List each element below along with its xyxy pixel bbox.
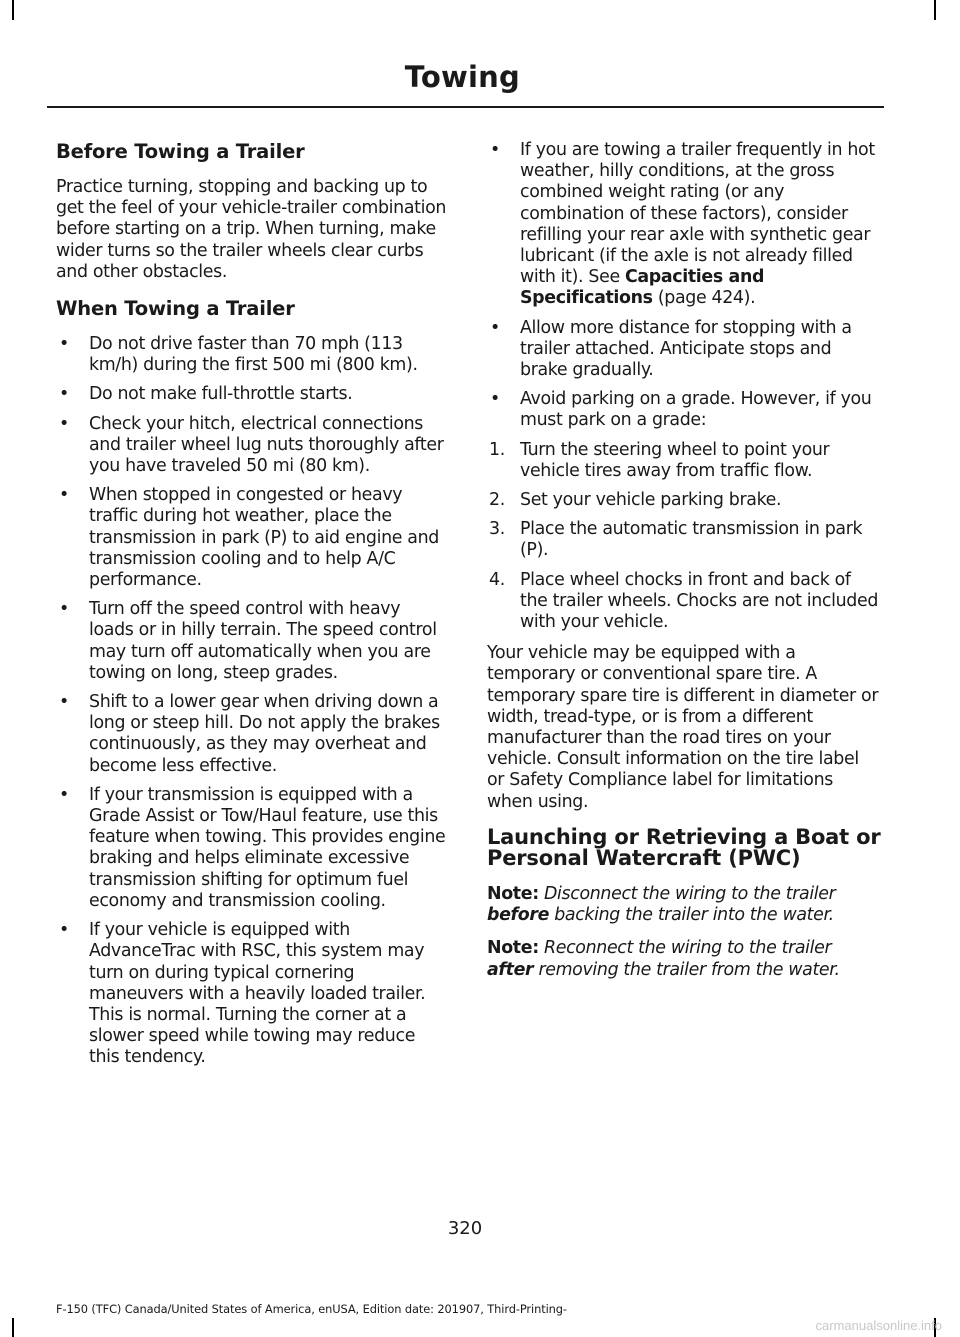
step-number: 3. <box>489 519 505 540</box>
step-number: 4. <box>489 569 505 590</box>
before-towing-text: Practice turning, stopping and backing up to get the feel of your vehicle-trailer combination before starting on a trip. When turning, make wider turns so the trailer wheels clear curbs and other obstacles. <box>56 177 447 282</box>
left-column <box>56 140 448 1077</box>
when-towing-heading: When Towing a Trailer <box>56 297 295 321</box>
right-bullet-list <box>487 140 881 432</box>
list-item: 4. Place wheel chocks in front and back of the trailer wheels. Chocks are not included with your vehicle. <box>489 569 879 633</box>
list-item: • Allow more distance for stopping with a trailer attached. Anticipate stops and brake gradually. <box>490 317 852 381</box>
list-item: • Avoid parking on a grade. However, if you must park on a grade: <box>490 389 872 431</box>
before-towing-heading: Before Towing a Trailer <box>56 140 305 163</box>
list-item: • Check your hitch, electrical connections and trailer wheel lug nuts thoroughly after you have traveled 50 mi (80 km). <box>59 413 444 477</box>
spare-tire-text: Your vehicle may be equipped with a temporary or conventional spare tire. A temporary spare tire is different in diameter or width, tread-type, or is from a different manufacturer than the road tires on your vehicle. Consult information on the tire label or Safety Compliance label for limitations when using. <box>487 643 879 812</box>
list-item: • If your vehicle is equipped with AdvanceTrac with RSC, this system may turn on during typical cornering maneuvers with a heavily loaded trailer. This is normal. Turning the corner at a slower speed while towing may reduce this tendency. <box>59 920 426 1068</box>
footer-edition-text: F-150 (TFC) Canada/United States of America, enUSA, Edition date: 201907, Third-Printing- <box>56 1302 567 1316</box>
bullet-marker: • <box>59 784 69 805</box>
crop-mark-top-right <box>934 0 936 20</box>
bullet-marker: • <box>59 692 69 713</box>
header-rule <box>47 106 884 108</box>
list-item: 3. Place the automatic transmission in park (P). <box>489 519 863 561</box>
list-item: 2. Set your vehicle parking brake. <box>489 490 782 511</box>
crop-mark-bottom-left <box>12 1318 14 1337</box>
towing-bullet-list <box>56 334 448 1069</box>
step-number: 1. <box>489 439 505 460</box>
page-number: 320 <box>447 1218 483 1239</box>
bullet-marker: • <box>59 413 69 434</box>
note-reconnect: Note: Reconnect the wiring to the trailer after removing the trailer from the water. <box>487 938 840 980</box>
bullet-marker: • <box>59 599 69 620</box>
list-item: • Shift to a lower gear when driving down a long or steep hill. Do not apply the brakes continuously, as they may overheat and become less effective. <box>59 692 440 776</box>
watermark: carmanualsonline.info <box>815 1318 942 1333</box>
list-item: • Do not drive faster than 70 mph (113 km/h) during the first 500 mi (800 km). <box>59 334 418 376</box>
bullet-marker: • <box>490 389 500 410</box>
chapter-title: Towing <box>404 60 520 94</box>
list-item: • If your transmission is equipped with a Grade Assist or Tow/Haul feature, use this feature when towing. This provides engine braking and helps eliminate excessive transmission shifting for optimum fuel economy and transmission cooling. <box>59 784 446 911</box>
list-item: • When stopped in congested or heavy traffic during hot weather, place the transmission in park (P) to aid engine and transmission cooling and to help A/C performance. <box>59 485 439 591</box>
note-disconnect: Note: Disconnect the wiring to the trailer before backing the trailer into the water. <box>487 883 836 926</box>
bullet-marker: • <box>59 485 69 506</box>
parking-steps-list <box>487 440 881 634</box>
capacities-cross-reference-link[interactable]: Capacities and Specifications <box>520 267 765 309</box>
step-number: 2. <box>489 490 505 511</box>
list-item: • If you are towing a trailer frequently in hot weather, hilly conditions, at the gross combined weight rating (or any combination of these factors), consider refilling your rear axle with synthetic gear lubricant (if the axle is not already filled with it). See Capacities and Specifications (page 424). <box>490 140 875 309</box>
right-column <box>487 140 881 993</box>
list-item: • Do not make full-throttle starts. <box>59 384 353 405</box>
bullet-marker: • <box>490 140 500 160</box>
bullet-marker: • <box>59 334 69 355</box>
crop-mark-top-left <box>12 0 14 20</box>
list-item: • Turn off the speed control with heavy loads or in hilly terrain. The speed control may turn off automatically when you are towing on long, steep grades. <box>59 599 437 683</box>
list-item: 1. Turn the steering wheel to point your vehicle tires away from traffic flow. <box>489 439 830 481</box>
launching-boat-heading: Launching or Retrieving a Boat or Personal Watercraft (PWC) <box>487 824 881 871</box>
bullet-marker: • <box>59 920 69 941</box>
bullet-marker: • <box>59 384 69 405</box>
bullet-marker: • <box>490 317 500 338</box>
